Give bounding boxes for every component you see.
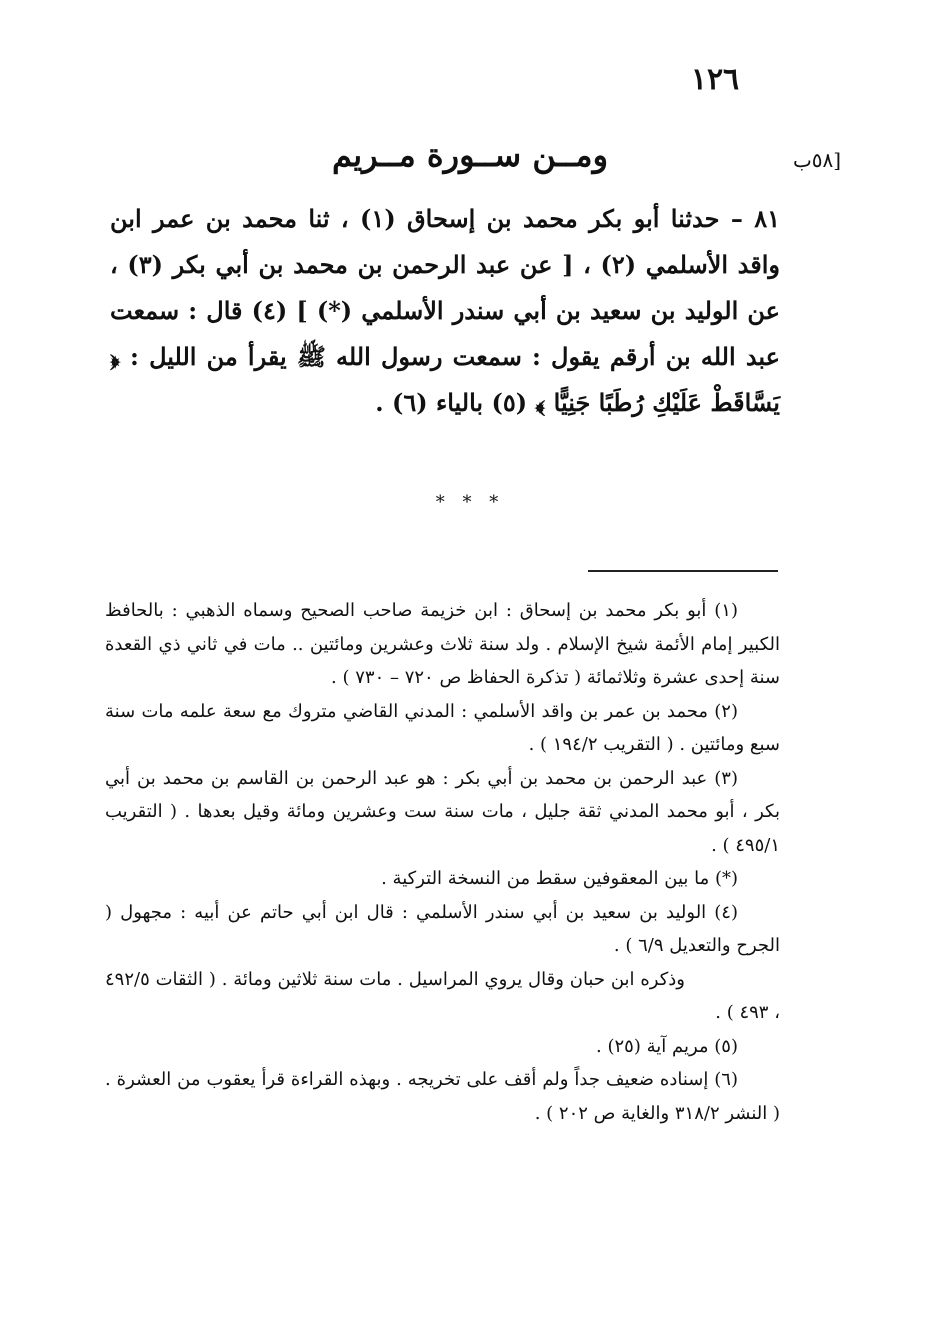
manuscript-folio-marker: [٥٨ب: [792, 148, 842, 172]
footnote-6: (٦) إسناده ضعيف جداً ولم أقف على تخريجه . وبهذه القراءة قرأ يعقوب من العشرة . ( النشر ٣١٨/٢ والغاية ص ٢٠٢ ) .: [105, 1069, 780, 1124]
footnote-4-continued: وذكره ابن حبان وقال يروي المراسيل . مات سنة ثلاثين ومائة . ( الثقات ٤٩٢/٥ ، ٤٩٣ ) .: [105, 968, 780, 1023]
footnote-2: (٢) محمد بن عمر بن واقد الأسلمي : المدني القاضي متروك مع سعة علمه مات سنة سبع ومائتين . ( التقريب ١٩٤/٢ ) .: [105, 700, 780, 755]
footnote-1: (١) أبو بكر محمد بن إسحاق : ابن خزيمة صاحب الصحيح وسماه الذهبي : بالحافظ الكبير إمام الأئمة شيخ الإسلام . ولد سنة ثلاث وعشرين ومائتين .. مات في ثاني ذي القعدة سنة إحدى عشرة وثلاثمائة ( تذكرة الحفاظ ص ٧٢٠ – ٧٣٠ ) .: [105, 600, 780, 688]
hadith-text: [110, 196, 780, 426]
page-number: ١٢٦: [690, 62, 740, 97]
section-separator: * * *: [435, 492, 505, 513]
footnotes: [105, 594, 780, 1130]
hadith-paragraph: ٨١ – حدثنا أبو بكر محمد بن إسحاق (١) ، ثنا محمد بن عمر ابن واقد الأسلمي (٢) ، [ عن عبد الرحمن بن محمد بن أبي بكر (٣) ، عن الوليد بن سعيد بن أبي سندر الأسلمي (*) ] (٤) قال : سمعت عبد الله بن أرقم يقول : سمعت رسول الله ﷺ يقرأ من الليل : ﴿ يَسَّاقَطْ عَلَيْكِ رُطَبًا جَنِيًّا ﴾ (٥) بالياء (٦) .: [110, 204, 781, 417]
footnote-4: (٤) الوليد بن سعيد بن أبي سندر الأسلمي : قال ابن أبي حاتم عن أبيه : مجهول ( الجرح والتعديل ٦/٩ ) .: [105, 901, 780, 956]
footnote-5: (٥) مريم آية (٢٥) .: [596, 1035, 738, 1057]
footnote-star: (*) ما بين المعقوفين سقط من النسخة التركية .: [381, 868, 738, 889]
footnote-3: (٣) عبد الرحمن بن محمد بن أبي بكر : هو عبد الرحمن بن القاسم بن محمد بن أبي بكر ، أبو محمد المدني ثقة جليل ، مات سنة ست وعشرين ومائة وقيل بعدها . ( التقريب ٤٩٥/١ ) .: [105, 767, 780, 856]
footnote-divider: [588, 570, 778, 572]
section-title: ومــن ســورة مــريم: [331, 136, 609, 174]
